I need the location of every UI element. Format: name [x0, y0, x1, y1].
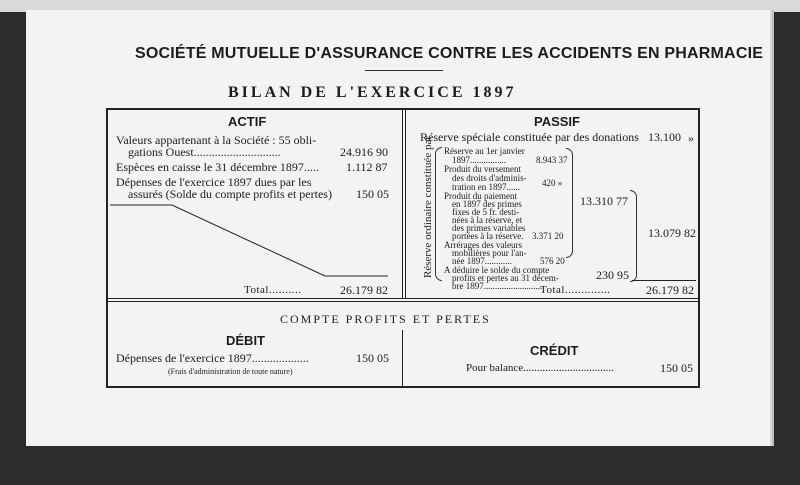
actif-row-1-label-cont: gations Ouest............................. [128, 145, 281, 159]
actif-total-label: Total.......... [244, 284, 302, 296]
pp-divider [402, 330, 403, 386]
actif-row-2-value: 1.112 87 [346, 160, 388, 174]
actif-row-2-label: Espèces en caisse le 31 décembre 1897..... [116, 160, 319, 174]
actif-row-1-value: 24.916 90 [340, 145, 388, 159]
passif-item-5-l2: profits et pertes au 31 décem- [452, 273, 559, 283]
passif-item-1-value: 8.943 37 [536, 155, 568, 165]
passif-total-label: Total.............. [540, 284, 611, 296]
net-brace [630, 190, 637, 282]
reserve-speciale-suffix: » [688, 131, 694, 145]
passif-item-4-l3: née 1897............ [452, 256, 512, 266]
passif-item-1-l2: 1897................ [452, 155, 506, 165]
passif-item-2-l2: des droits d'adminis- [452, 173, 527, 183]
debit-label: Dépenses de l'exercice 1897................... [116, 351, 309, 365]
actif-row-1-label: Valeurs appartenant à la Société : 55 obli- [116, 133, 317, 147]
actif-row-3-value: 150 05 [356, 187, 389, 201]
passif-item-3-value: 3.371 20 [532, 231, 564, 241]
passif-item-3-l4: nées à la réserve, et [452, 215, 523, 225]
section-divider [108, 298, 698, 299]
credit-label: Pour balance................................. [466, 362, 614, 374]
debit-value: 150 05 [356, 351, 389, 365]
passif-item-4-value: 576 20 [540, 256, 565, 266]
passif-heading: PASSIF [534, 114, 580, 129]
pp-heading: COMPTE PROFITS ET PERTES [280, 312, 491, 326]
actif-total-value: 26.179 82 [340, 283, 388, 297]
document-subtitle: BILAN DE L'EXERCICE 1897 [228, 84, 517, 101]
document-title: SOCIÉTÉ MUTUELLE D'ASSURANCE CONTRE LES ACCIDENTS EN PHARMACIE [135, 45, 764, 62]
subtotal-brace [566, 148, 573, 258]
actif-fill-line [110, 202, 390, 282]
left-brace [435, 147, 442, 281]
debit-heading: DÉBIT [226, 333, 265, 348]
passif-item-3-l2: en 1897 des primes [452, 199, 522, 209]
passif-item-2-l3: tration en 1897...... [452, 182, 520, 192]
actif-row-3-label-cont: assurés (Solde du compte profits et pertes) [128, 187, 332, 201]
passif-item-5-value: 230 95 [596, 268, 629, 282]
passif-item-5-l3: bre 1897.......................... [452, 281, 543, 291]
passif-item-2-l1: Produit du versement [444, 164, 521, 174]
passif-item-3-l3: fixes de 5 fr. desti- [452, 207, 520, 217]
credit-value: 150 05 [660, 361, 693, 375]
credit-heading: CRÉDIT [530, 343, 579, 358]
passif-item-2-value: 420 » [542, 178, 563, 188]
passif-net-total: 13.079 82 [648, 226, 696, 240]
debit-note: (Frais d'administration de toute nature) [168, 367, 293, 376]
passif-item-4-l2: mobilières pour l'an- [452, 248, 527, 258]
column-divider-2 [405, 110, 406, 298]
passif-item-1-l1: Réserve au 1er janvier [444, 146, 525, 156]
total-rule [632, 280, 696, 281]
reserve-speciale-value: 13.100 [648, 130, 681, 144]
passif-subtotal: 13.310 77 [580, 194, 628, 208]
passif-item-3-l1: Produit du paiement [444, 191, 517, 201]
title-rule [365, 70, 443, 71]
actif-row-3-label: Dépenses de l'exercice 1897 dues par les [116, 175, 312, 189]
passif-item-4-l1: Arrérages des valeurs [444, 240, 522, 250]
passif-item-5-l1: A déduire le solde du compte [444, 265, 550, 275]
passif-total-value: 26.179 82 [646, 283, 694, 297]
section-divider-2 [108, 301, 698, 302]
column-divider [402, 110, 403, 298]
reserve-ordinaire-label: Réserve ordinaire constituée par [422, 135, 434, 278]
actif-heading: ACTIF [228, 114, 267, 129]
reserve-speciale-label: Réserve spéciale constituée par des donations [420, 130, 639, 144]
passif-item-3-l5: des primes variables [452, 223, 526, 233]
passif-item-3-l6: portées à la réserve. [452, 231, 524, 241]
